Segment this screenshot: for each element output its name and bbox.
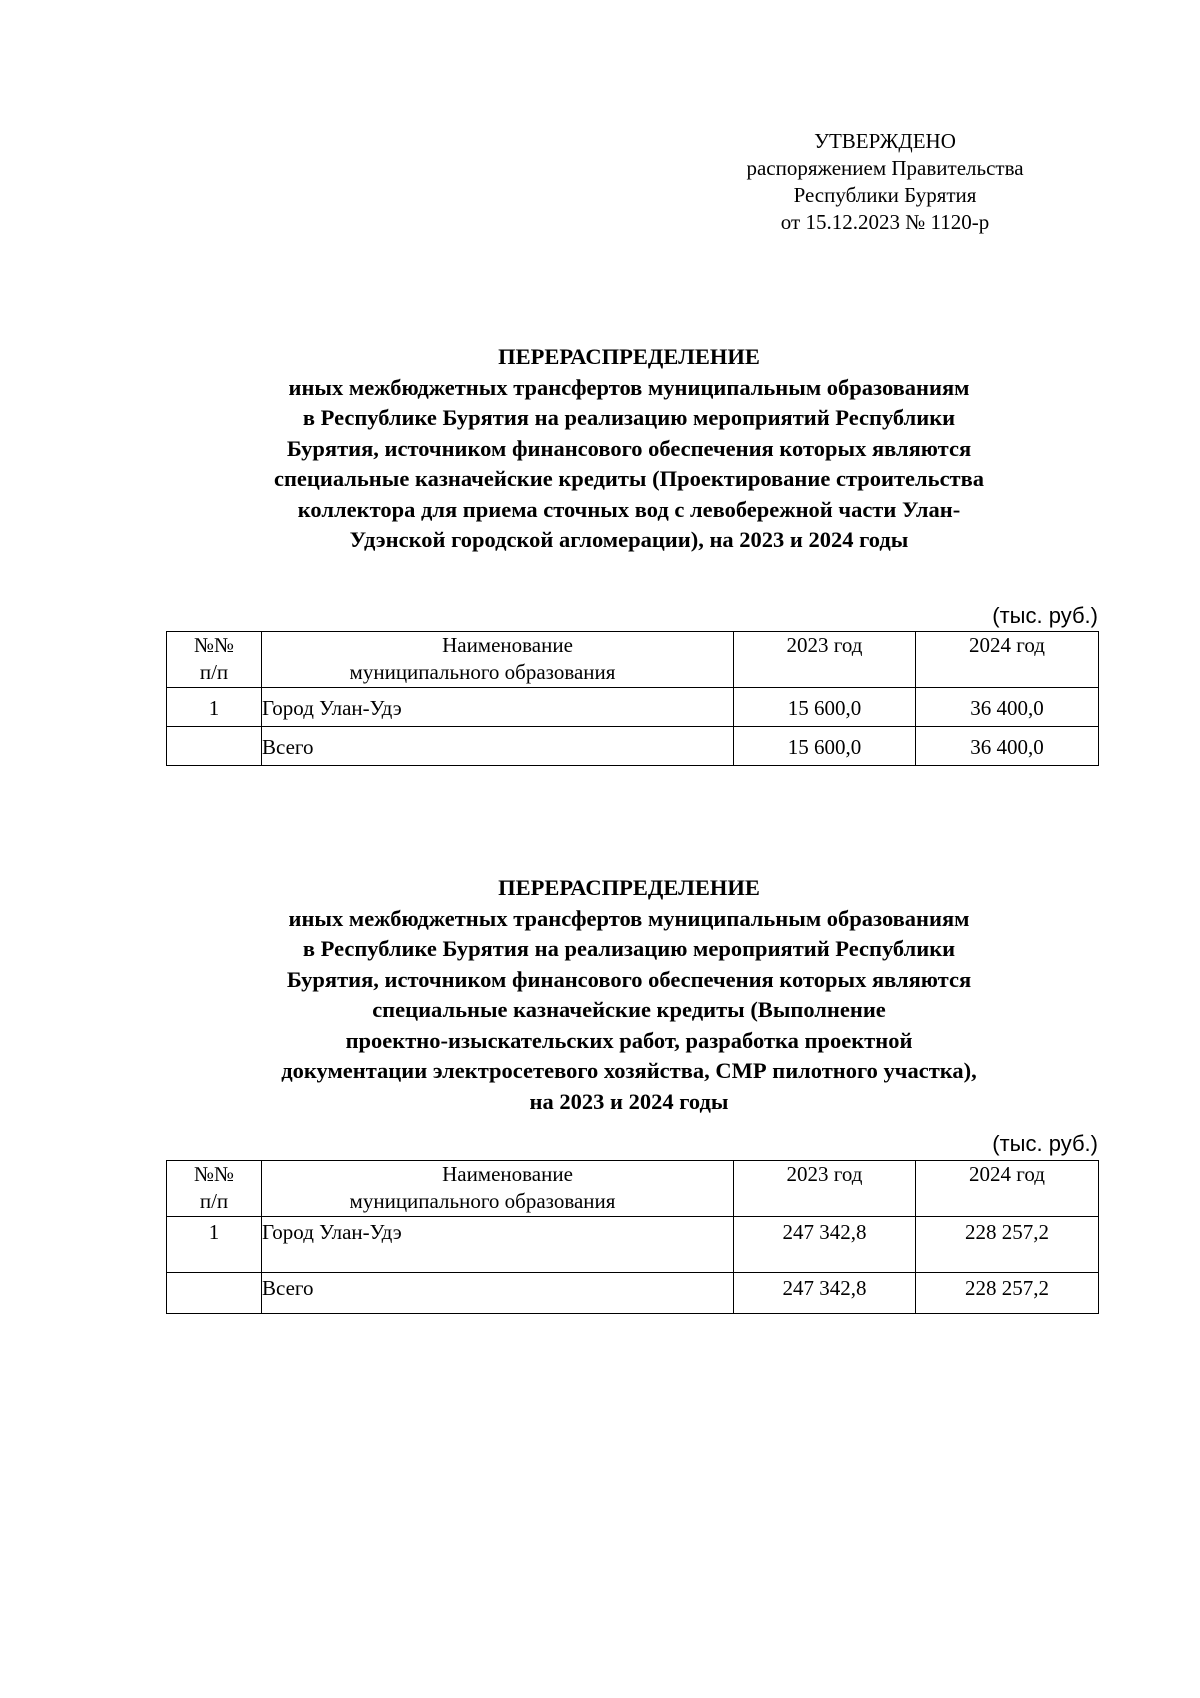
total-number xyxy=(167,727,262,766)
approval-line: Республики Бурятия xyxy=(793,183,977,207)
row-number: 1 xyxy=(167,688,262,727)
total-label: Всего xyxy=(262,1273,734,1314)
title-line: ПЕРЕРАСПРЕДЕЛЕНИЕ xyxy=(498,344,760,369)
table-row xyxy=(167,688,1099,727)
total-value-2024: 36 400,0 xyxy=(916,727,1099,766)
table-total-row xyxy=(167,727,1099,766)
header-year-2024: 2024 год xyxy=(916,1161,1099,1217)
title-line: коллектора для приема сточных вод с левобережной части Улан- xyxy=(297,496,961,522)
title-line: в Республике Бурятия на реализацию мероприятий Республики xyxy=(302,405,956,430)
title-line: иных межбюджетных трансфертов муниципальным образованиям xyxy=(288,374,970,400)
total-value-2023: 247 342,8 xyxy=(734,1273,916,1314)
header-number xyxy=(167,632,262,688)
row-number: 1 xyxy=(167,1217,262,1273)
total-value-2024: 228 257,2 xyxy=(916,1273,1099,1314)
unit-label: (тыс. руб.) xyxy=(992,603,1098,628)
title-line: на 2023 и 2024 годы xyxy=(529,1088,729,1114)
title-line: Бурятия, источником финансового обеспечения которых являются xyxy=(286,966,972,992)
section-title-2 xyxy=(150,873,1108,1117)
header-name-line2: муниципального образования xyxy=(349,660,616,684)
table-total-row xyxy=(167,1273,1099,1314)
total-label: Всего xyxy=(262,727,734,766)
approval-heading: УТВЕРЖДЕНО xyxy=(814,129,956,153)
header-number-line1: №№ xyxy=(193,1162,235,1186)
row-value-2023: 247 342,8 xyxy=(734,1217,916,1273)
title-line: специальные казначейские кредиты (Выполнение xyxy=(372,997,886,1022)
header-name xyxy=(262,1161,734,1217)
header-name-line1: Наименование xyxy=(442,633,573,657)
header-year-2024: 2024 год xyxy=(916,632,1099,688)
table-header-row xyxy=(167,1161,1099,1217)
title-line: Бурятия, источником финансового обеспечения которых являются xyxy=(286,435,972,461)
row-municipality: Город Улан-Удэ xyxy=(262,1217,734,1273)
approval-date: от 15.12.2023 № 1120-р xyxy=(780,210,990,234)
title-line: проектно-изыскательских работ, разработка проектной xyxy=(345,1027,913,1053)
unit-label: (тыс. руб.) xyxy=(992,1131,1098,1156)
table-row xyxy=(167,1217,1099,1273)
title-line: ПЕРЕРАСПРЕДЕЛЕНИЕ xyxy=(498,875,760,900)
header-number-line1: №№ xyxy=(193,633,235,657)
section-title-1 xyxy=(150,342,1108,556)
approval-block xyxy=(720,128,1050,236)
approval-line: распоряжением Правительства xyxy=(746,156,1024,180)
row-value-2024: 228 257,2 xyxy=(916,1217,1099,1273)
transfer-table-1 xyxy=(166,631,1099,766)
row-value-2024: 36 400,0 xyxy=(916,688,1099,727)
total-value-2023: 15 600,0 xyxy=(734,727,916,766)
header-number-line2: п/п xyxy=(199,660,229,684)
header-name-line1: Наименование xyxy=(442,1162,573,1186)
row-value-2023: 15 600,0 xyxy=(734,688,916,727)
table-header-row xyxy=(167,632,1099,688)
row-municipality: Город Улан-Удэ xyxy=(262,688,734,727)
header-number xyxy=(167,1161,262,1217)
title-line: Удэнской городской агломерации), на 2023 и 2024 годы xyxy=(349,527,909,552)
header-year-2023: 2023 год xyxy=(734,632,916,688)
total-number xyxy=(167,1273,262,1314)
title-line: иных межбюджетных трансфертов муниципальным образованиям xyxy=(288,905,970,931)
transfer-table-2 xyxy=(166,1160,1099,1314)
header-number-line2: п/п xyxy=(199,1189,229,1213)
header-year-2023: 2023 год xyxy=(734,1161,916,1217)
header-name xyxy=(262,632,734,688)
header-name-line2: муниципального образования xyxy=(349,1189,616,1213)
title-line: специальные казначейские кредиты (Проектирование строительства xyxy=(273,466,985,491)
title-line: в Республике Бурятия на реализацию мероприятий Республики xyxy=(302,936,956,961)
title-line: документации электросетевого хозяйства, СМР пилотного участка), xyxy=(281,1058,977,1083)
